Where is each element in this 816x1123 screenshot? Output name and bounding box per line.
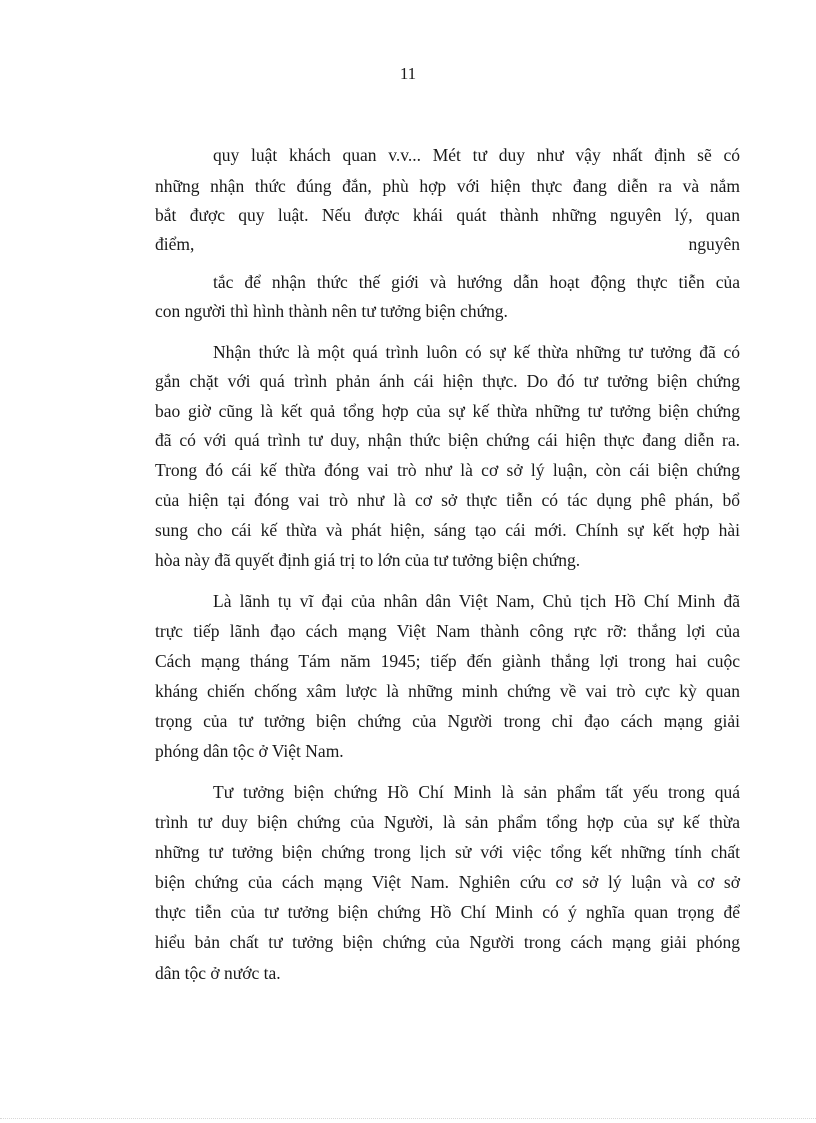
text-line: phóng dân tộc ở Việt Nam. <box>155 741 344 761</box>
text-line: của hiện tại đóng vai trò như là cơ sở thực tiễn có tác dụng phê phán, bổ <box>155 490 740 510</box>
text-line: Tư tưởng biện chứng Hồ Chí Minh là sản phẩm tất yếu trong quá <box>213 782 740 802</box>
text-line: hòa này đã quyết định giá trị to lớn của tư tưởng biện chứng. <box>155 550 581 570</box>
text-line: Trong đó cái kế thừa đóng vai trò như là cơ sở lý luận, còn cái biện chứng <box>155 460 740 480</box>
text-line: sung cho cái kế thừa và phát hiện, sáng tạo cái mới. Chính sự kết hợp hài <box>155 520 740 540</box>
text-line: nguyên <box>688 234 740 254</box>
text-line: trọng của tư tưởng biện chứng của Người trong chỉ đạo cách mạng giải <box>155 711 740 731</box>
text-line: những nhận thức đúng đắn, phù hợp với hiện thực đang diễn ra và nắm <box>155 176 740 196</box>
text-line: con người thì hình thành nên tư tưởng biện chứng. <box>155 301 508 321</box>
text-line: bao giờ cũng là kết quả tổng hợp của sự kế thừa những tư tưởng biện chứng <box>155 401 740 421</box>
page-bottom-rule <box>0 1118 816 1119</box>
text-line: kháng chiến chống xâm lược là những minh chứng về vai trò cực kỳ quan <box>155 681 740 701</box>
text-line: quy luật khách quan v.v... Mét tư duy như vậy nhất định sẽ có <box>213 145 740 165</box>
text-line: hiểu bản chất tư tưởng biện chứng của Người trong cách mạng giải phóng <box>155 932 740 952</box>
text-line: Là lãnh tụ vĩ đại của nhân dân Việt Nam, Chủ tịch Hồ Chí Minh đã <box>213 591 740 611</box>
text-line: đã có với quá trình tư duy, nhận thức biện chứng cái hiện thực đang diễn ra. <box>155 430 740 450</box>
text-line: gắn chặt với quá trình phản ánh cái hiện thực. Do đó tư tưởng biện chứng <box>155 371 740 391</box>
text-line: những tư tưởng biện chứng trong lịch sử với việc tổng kết những tính chất <box>155 842 740 862</box>
text-line: tắc để nhận thức thế giới và hướng dẫn hoạt động thực tiễn của <box>213 272 740 292</box>
page-number: 11 <box>399 64 417 83</box>
text-line: Cách mạng tháng Tám năm 1945; tiếp đến giành thắng lợi trong hai cuộc <box>155 651 740 671</box>
text-line: bắt được quy luật. Nếu được khái quát thành những nguyên lý, quan <box>155 205 740 225</box>
text-line: biện chứng của cách mạng Việt Nam. Nghiên cứu cơ sở lý luận và cơ sở <box>155 872 740 892</box>
text-line: trình tư duy biện chứng của Người, là sản phẩm tổng hợp của sự kế thừa <box>155 812 740 832</box>
text-line: Nhận thức là một quá trình luôn có sự kế thừa những tư tưởng đã có <box>213 342 740 362</box>
text-line: thực tiễn của tư tưởng biện chứng Hồ Chí Minh có ý nghĩa quan trọng để <box>155 902 740 922</box>
text-line: dân tộc ở nước ta. <box>155 963 281 983</box>
text-line: trực tiếp lãnh đạo cách mạng Việt Nam thành công rực rỡ: thắng lợi của <box>155 621 740 641</box>
text-line: điểm, <box>155 234 195 254</box>
